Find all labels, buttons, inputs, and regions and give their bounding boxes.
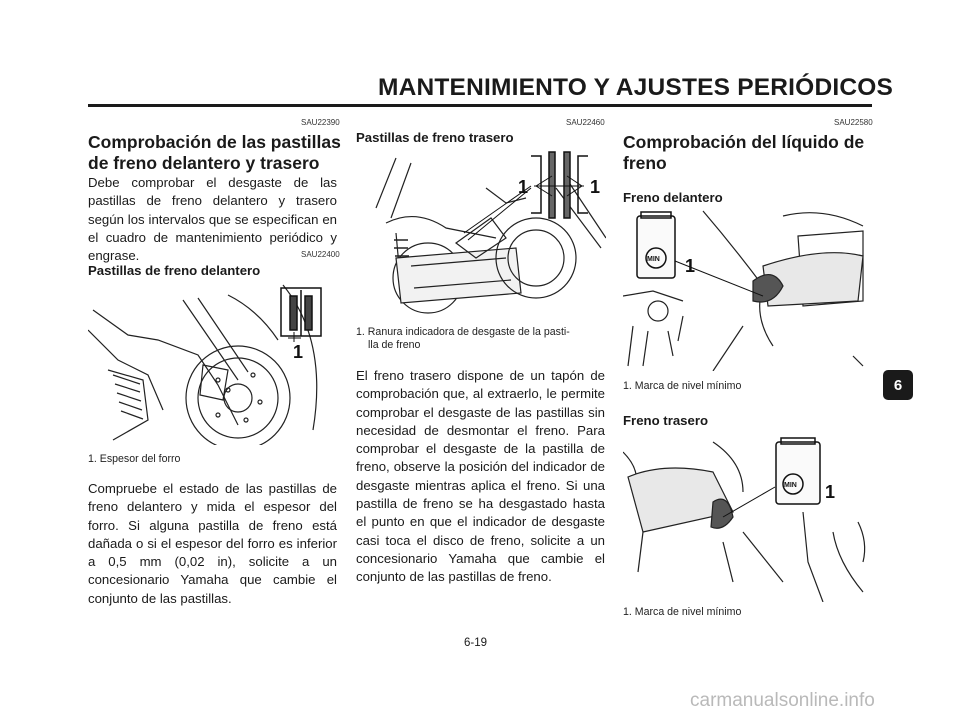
front-pad-callout: 1 bbox=[293, 342, 304, 362]
subsection-code: SAU22400 bbox=[301, 250, 340, 259]
rear-fluid-heading: Freno trasero bbox=[623, 413, 709, 428]
front-fluid-reservoir-figure bbox=[623, 206, 873, 371]
rear-fluid-caption: 1. Marca de nivel mínimo bbox=[623, 606, 742, 618]
rear-pad-callout-left: 1 bbox=[518, 177, 529, 197]
front-fluid-heading: Freno delantero bbox=[623, 190, 723, 205]
page-number: 6-19 bbox=[464, 637, 488, 649]
page-header-title: MANTENIMIENTO Y AJUSTES PERIÓDICOS bbox=[378, 74, 894, 101]
rear-min-mark-label: MIN bbox=[784, 482, 797, 489]
rear-brake-pad-figure bbox=[356, 148, 606, 316]
header-rule bbox=[88, 104, 872, 107]
front-pad-caption: 1. Espesor del forro bbox=[88, 453, 181, 465]
front-pads-heading: Pastillas de freno delantero bbox=[88, 263, 261, 278]
section-code: SAU22580 bbox=[834, 118, 873, 127]
intro-paragraph: Debe comprobar el desgaste de las pastillas de freno delantero y trasero según los intervalos que se especifican en el cuadro de mantenimiento periódico y engrase. bbox=[88, 175, 337, 264]
rear-pads-heading: Pastillas de freno trasero bbox=[356, 130, 514, 145]
front-fluid-callout: 1 bbox=[685, 256, 696, 276]
section-heading-line1: Comprobación de las pastillas bbox=[88, 132, 341, 152]
rear-fluid-reservoir-figure bbox=[623, 432, 873, 602]
rear-pad-caption-line2: lla de freno bbox=[368, 339, 421, 351]
section-code: SAU22390 bbox=[301, 118, 340, 127]
front-min-mark-label: MIN bbox=[647, 256, 660, 263]
section-heading-line2: de freno delantero y trasero bbox=[88, 153, 320, 173]
rear-pad-caption-line1: 1. Ranura indicadora de desgaste de la pasti- bbox=[356, 326, 570, 338]
front-fluid-caption: 1. Marca de nivel mínimo bbox=[623, 380, 742, 392]
front-brake-pad-figure bbox=[88, 280, 338, 445]
front-pad-paragraph: Compruebe el estado de las pastillas de freno delantero y mida el espesor del forro. Si alguna pastilla de freno está dañada o si el espesor del forro es inferior a 0,5 mm (0,02 in), solicite a un concesionario Yamaha que cambie el conjunto de las pastillas. bbox=[88, 481, 337, 606]
rear-pad-callout-right: 1 bbox=[590, 177, 601, 197]
watermark: carmanualsonline.info bbox=[690, 690, 875, 711]
section-code: SAU22460 bbox=[566, 118, 605, 127]
rear-fluid-callout: 1 bbox=[825, 482, 836, 502]
fluid-heading-line2: freno bbox=[623, 153, 667, 173]
fluid-heading-line1: Comprobación del líquido de bbox=[623, 132, 865, 152]
chapter-tab: 6 bbox=[883, 370, 913, 400]
rear-pad-paragraph: El freno trasero dispone de un tapón de comprobación que, al extraerlo, le permite comprobar el desgaste de las pastillas sin necesidad de desmontar el freno. Para comprobar el desgaste de la pastilla de freno, observe la posición del indicador de desgaste mientras aplica el freno. Si una pastilla de freno se ha desgastado hasta el punto en que el indicador de desgaste casi toca el disco de freno, solicite a un concesionario Yamaha que cambie el conjunto de las pastillas de freno. bbox=[356, 368, 605, 585]
